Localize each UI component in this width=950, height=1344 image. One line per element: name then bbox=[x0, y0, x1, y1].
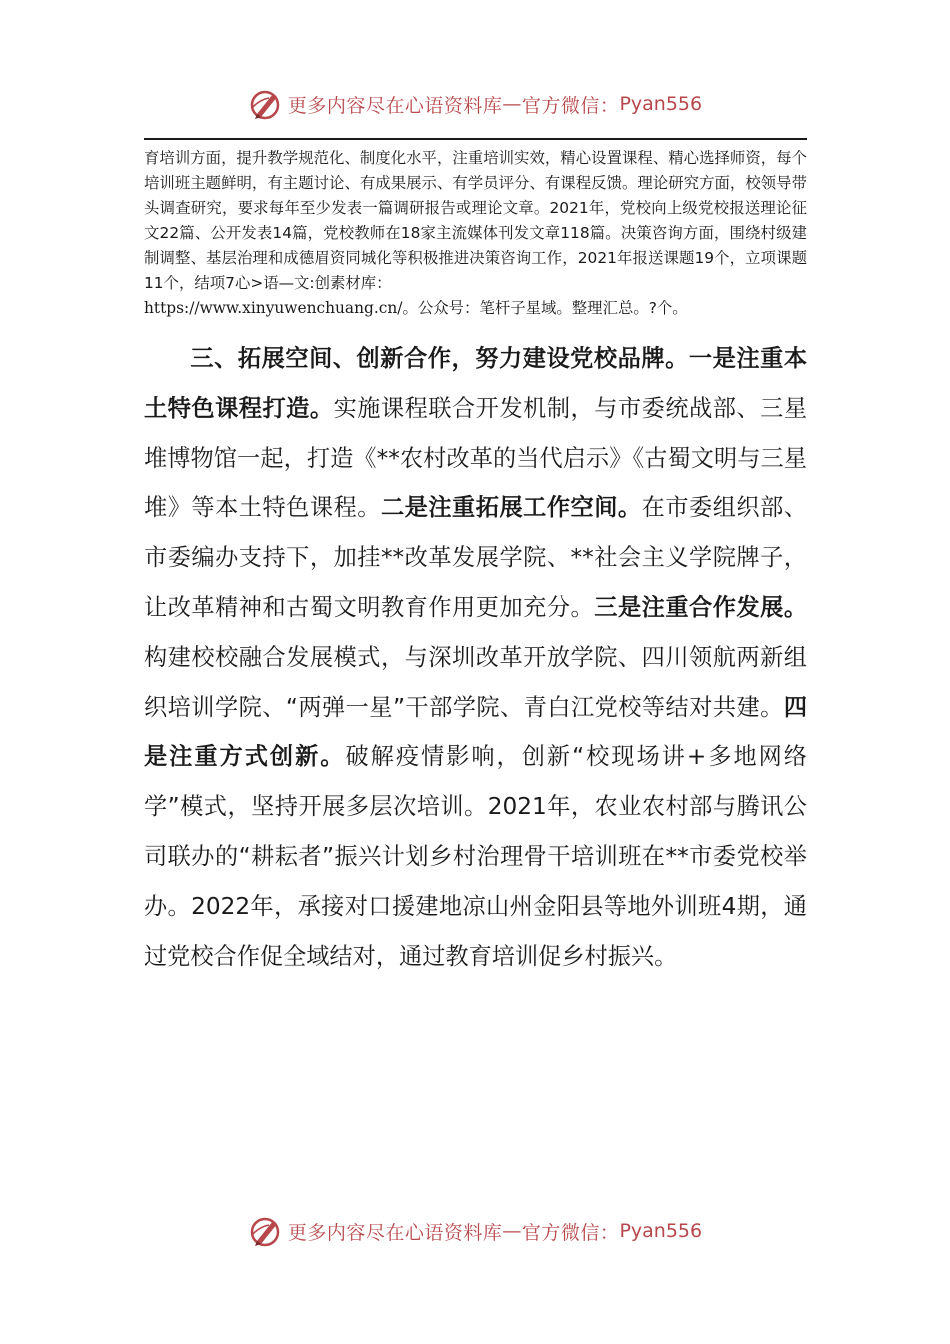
point-two-title: 二是注重拓展工作空间。 bbox=[380, 494, 642, 522]
header-banner bbox=[0, 84, 950, 124]
banner-wechat-id: Pyan556 bbox=[619, 93, 703, 115]
banner-wechat-label: 官方微信： bbox=[521, 94, 620, 117]
section-three-paragraph bbox=[144, 334, 807, 981]
footer-wechat-id: Pyan556 bbox=[619, 1220, 703, 1242]
point-three-body: 构建校校融合发展模式，与深圳改革开放学院、四川领航两新组织培训学院、“两弹一星”干部学院、青白江党校等结对共建。 bbox=[144, 643, 807, 721]
point-four-body: 破解疫情影响，创新“校现场讲+多地网络学”模式，坚持开展多层次培训。2021年，农业农村部与腾讯公司联办的“耕耘者”振兴计划乡村治理骨干培训班在**市委党校举办。2022年，承接对口援建地凉山州金阳县等地外训班4期，通过党校合作促全域结对，通过教育培训促乡村振兴。 bbox=[144, 743, 807, 970]
footer-main-text: 更多内容尽在心语资料库 bbox=[287, 1221, 503, 1244]
point-three-title: 三是注重合作发展。 bbox=[594, 593, 808, 621]
point-two-body: 在市委组织部、市委编办支持下，加挂**改革发展学院、**社会主义学院牌子，让改革精神和古蜀文明教育作用更加充分。 bbox=[144, 494, 808, 621]
website-url: https://www.xinyuwenchuang.cn/ bbox=[144, 299, 403, 317]
point-one-title: 一是注重本土特色课程打造。 bbox=[144, 345, 808, 422]
footer-dash: — bbox=[502, 1220, 522, 1242]
footer-wechat-label: 官方微信： bbox=[521, 1221, 620, 1244]
pen-logo-icon bbox=[248, 86, 284, 122]
banner-dash: — bbox=[502, 93, 522, 115]
continued-text-part1: 育培训方面，提升教学规范化、制度化水平，注重培训实效，精心设置课程、精心选择师资，每个培训班主题鲜明，有主题讨论、有成果展示、有学员评分、有课程反馈。理论研究方面，校领导带头调查研究，要求每年至少发表一篇调研报告或理论文章。2021年，党校向上级党校报送理论征文22篇、公开发表14篇，党校教师在18家主流媒体刊发文章118篇。决策咨询方面，围绕村级建制调整、基层治理和成德眉资同城化等积极推进决策咨询工作，2021年报送课题19个，立项课题11个，结项7心>语—文:创素材库： bbox=[144, 149, 807, 292]
point-one-body: 实施课程联合开发机制，与市委统战部、三星堆博物馆一起，打造《**农村改革的当代启示》《古蜀文明与三星堆》等本土特色课程。 bbox=[144, 394, 808, 522]
pen-logo-icon bbox=[248, 1213, 284, 1249]
continued-paragraph bbox=[144, 146, 807, 321]
section-heading: 三、拓展空间、创新合作，努力建设党校品牌。 bbox=[190, 345, 689, 372]
footer-banner bbox=[0, 1211, 950, 1251]
banner-main-text: 更多内容尽在心语资料库 bbox=[287, 94, 503, 117]
point-four-title: 四是注重方式创新。 bbox=[144, 693, 807, 771]
header-rule bbox=[144, 138, 807, 140]
continued-text-part2: 。公众号：笔杆子星域。整理汇总。?个。 bbox=[402, 299, 688, 317]
